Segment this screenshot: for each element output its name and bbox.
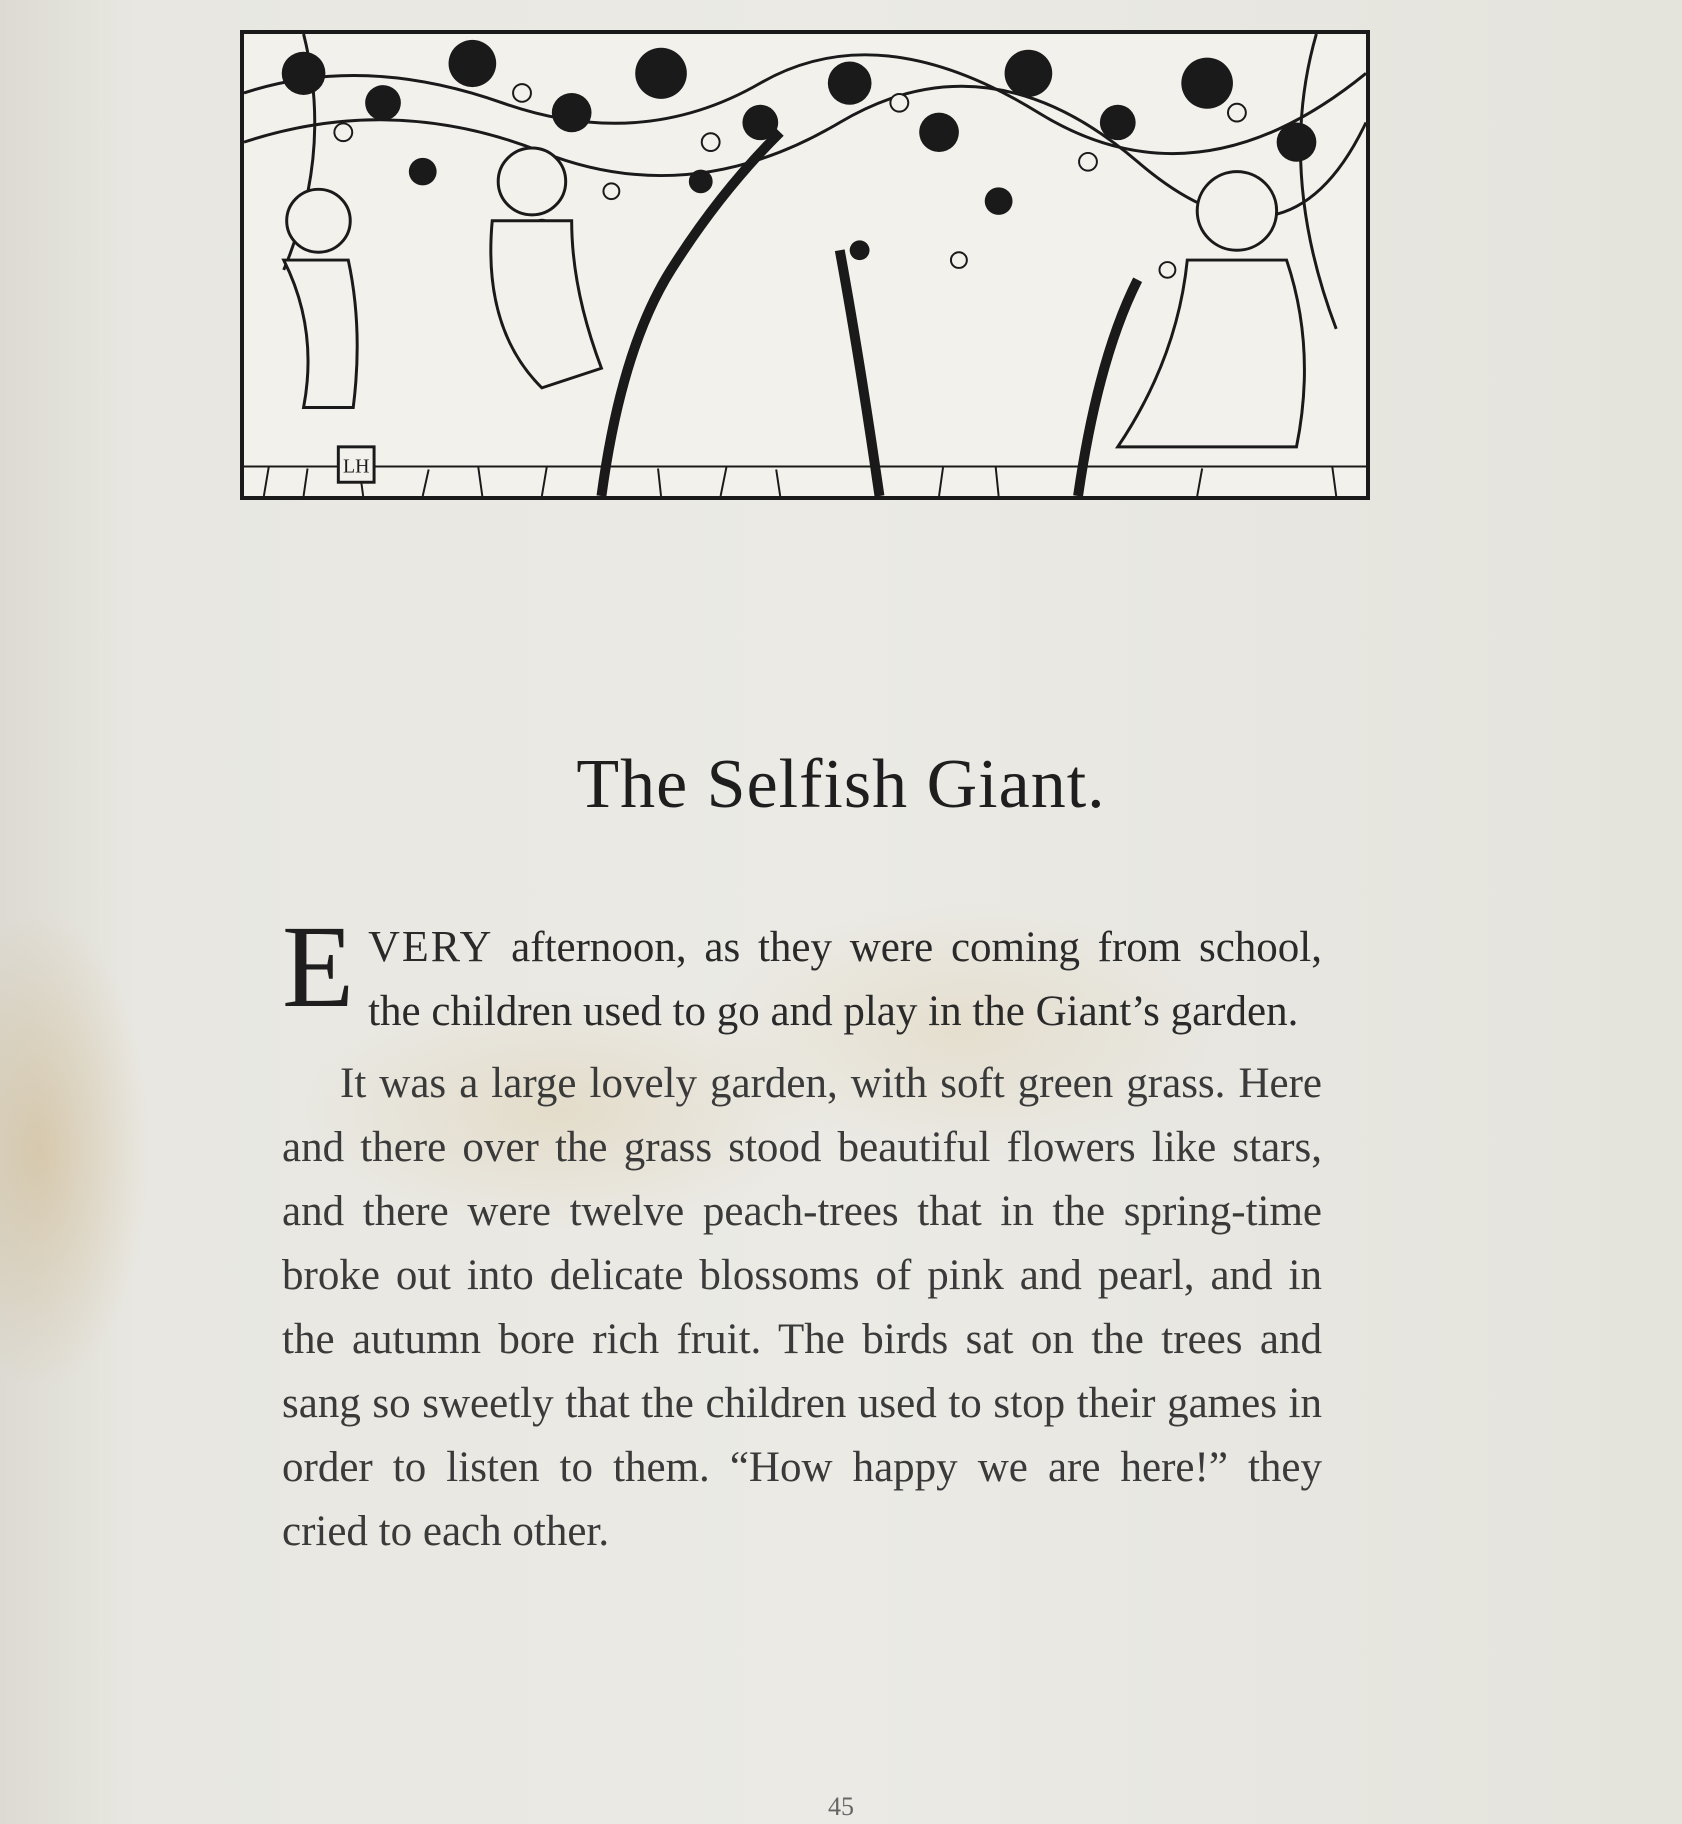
- paragraph-2: It was a large lovely garden, with soft green grass. Here and there over the grass stood beautiful flowers like stars, and there were twelve peach-trees that in the spring-time broke out into delicate blossoms of pink and pearl, and in the autumn bore rich fruit. The birds sat on the trees and sang so sweetly that the children used to stop their games in order to listen to them. “How happy we are here!” they cried to each other.: [282, 1060, 1322, 1555]
- paragraph-1: [282, 901, 1322, 1044]
- paragraph-1-text: afternoon, as they were coming from school, the children used to go and play in the Giant’s garden.: [368, 924, 1322, 1035]
- drop-cap: E: [282, 901, 355, 1032]
- story-title: The Selfish Giant.: [576, 746, 1106, 823]
- story-body: [282, 901, 1322, 1564]
- monogram: LH: [342, 455, 370, 478]
- header-illustration: [240, 30, 1370, 500]
- page-number: 45: [828, 1792, 854, 1821]
- children-in-tree-engraving-icon: [244, 34, 1366, 496]
- small-caps-word: VERY: [368, 922, 494, 971]
